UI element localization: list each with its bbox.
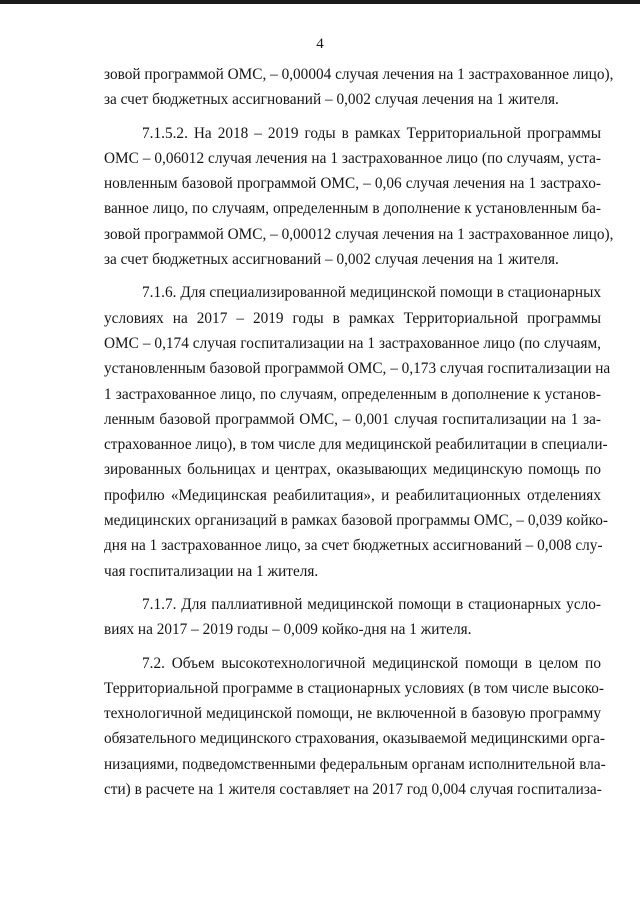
text-line: виях на 2017 – 2019 годы – 0,009 койко-дня на 1 жителя. bbox=[104, 621, 472, 639]
text-line: условиях на 2017 – 2019 годы в рамках Территориальной программы bbox=[104, 309, 601, 327]
text-line: 7.1.6. Для специализированной медицинской помощи в стационарных bbox=[142, 284, 601, 302]
text-line: установленным базовой программой ОМС, – 0,173 случая госпитализации на bbox=[104, 360, 611, 378]
text-line: 7.1.5.2. На 2018 – 2019 годы в рамках Территориальной программы bbox=[142, 124, 601, 142]
text-line: ОМС – 0,06012 случая лечения на 1 застрахованное лицо (по случаям, уста- bbox=[104, 149, 601, 167]
paragraph-gap bbox=[104, 584, 601, 592]
text-line: обязательного медицинского страхования, оказываемой медицинскими орга- bbox=[104, 730, 605, 748]
text-line: зированных больницах и центрах, оказывающих медицинскую помощь по bbox=[104, 461, 601, 479]
text-line: ванное лицо, по случаям, определенным в дополнение к установленным ба- bbox=[104, 200, 601, 218]
text-line: зовой программой ОМС, – 0,00004 случая лечения на 1 застрахованное лицо), bbox=[104, 66, 614, 83]
text-line: технологичной медицинской помощи, не включенной в базовую программу bbox=[104, 705, 601, 723]
text-line: новленным базовой программой ОМС, – 0,06 случая лечения на 1 застрахо- bbox=[104, 175, 601, 193]
text-line: Территориальной программе в стационарных условиях (в том числе высоко- bbox=[104, 679, 605, 697]
text-line: медицинских организаций в рамках базовой программы ОМС, – 0,039 койко- bbox=[104, 512, 608, 530]
paragraph-gap bbox=[104, 643, 601, 651]
text-line: ленным базовой программой ОМС, – 0,001 случая госпитализации на 1 за- bbox=[104, 410, 601, 428]
text-line: 7.2. Объем высокотехнологичной медицинской помощи в целом по bbox=[142, 654, 601, 672]
text-line: чая госпитализации на 1 жителя. bbox=[104, 562, 319, 580]
paragraph-gap bbox=[104, 113, 601, 121]
text-line: 7.1.7. Для паллиативной медицинской помощи в стационарных усло- bbox=[142, 595, 601, 613]
text-line: низациями, подведомственными федеральным органам исполнительной вла- bbox=[104, 755, 606, 773]
text-line: профилю «Медицинская реабилитация», и реабилитационных отделениях bbox=[104, 486, 601, 504]
text-line: за счет бюджетных ассигнований – 0,002 случая лечения на 1 жителя. bbox=[104, 251, 559, 269]
text-line: дня на 1 застрахованное лицо, за счет бюджетных ассигнований – 0,008 слу- bbox=[104, 537, 603, 555]
text-line: сти) в расчете на 1 жителя составляет на 2017 год 0,004 случая госпитализа- bbox=[104, 781, 602, 799]
text-line: за счет бюджетных ассигнований – 0,002 случая лечения на 1 жителя. bbox=[104, 91, 559, 109]
text-line: ОМС – 0,174 случая госпитализации на 1 застрахованное лицо (по случаям, bbox=[104, 334, 601, 352]
text-line: 1 застрахованное лицо, по случаям, определенным в дополнение к установ- bbox=[104, 385, 601, 403]
page-number: 4 bbox=[316, 36, 324, 52]
document-body bbox=[104, 62, 614, 802]
text-line: зовой программой ОМС, – 0,00012 случая лечения на 1 застрахованное лицо), bbox=[104, 225, 614, 243]
top-border-rule bbox=[0, 0, 640, 4]
text-line: страхованное лицо), в том числе для медицинской реабилитации в специали- bbox=[104, 436, 608, 454]
paragraph-gap bbox=[104, 272, 601, 280]
